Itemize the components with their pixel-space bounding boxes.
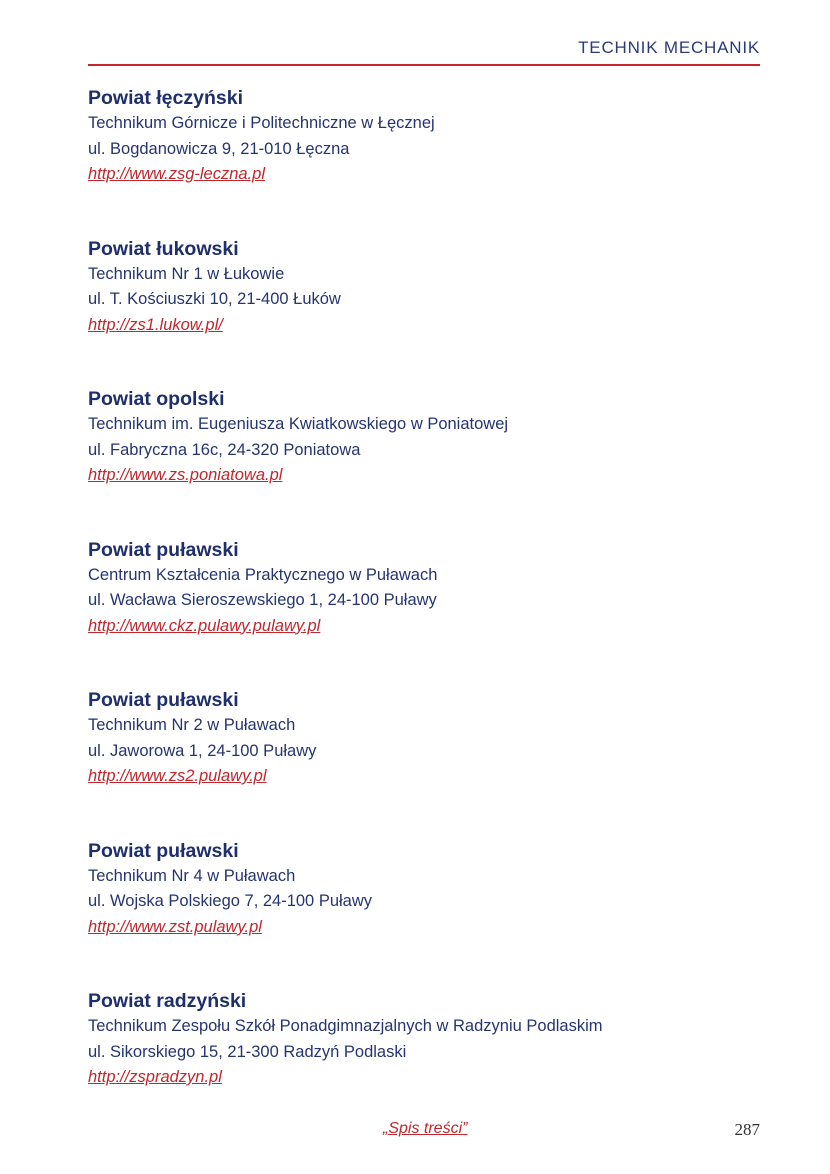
- list-item: [88, 387, 768, 538]
- school-address: ul. Jaworowa 1, 24-100 Puławy: [88, 741, 317, 760]
- list-item: [88, 538, 768, 689]
- list-item: [88, 989, 768, 1140]
- school-website-link[interactable]: http://www.ckz.pulawy.pulawy.pl: [88, 616, 321, 635]
- school-name: Centrum Kształcenia Praktycznego w Puławach: [88, 565, 438, 584]
- school-address: ul. Fabryczna 16c, 24-320 Poniatowa: [88, 440, 361, 459]
- school-website-link[interactable]: http://zspradzyn.pl: [88, 1068, 222, 1086]
- school-name: Technikum im. Eugeniusza Kwiatkowskiego w Poniatowej: [88, 415, 509, 433]
- district-heading: Powiat puławski: [88, 839, 239, 862]
- list-item: [88, 688, 768, 839]
- page-number: 287: [734, 1120, 760, 1139]
- school-list: [88, 86, 768, 1140]
- district-heading: Powiat łęczyński: [88, 87, 243, 109]
- school-website-link[interactable]: http://zs1.lukow.pl/: [88, 315, 223, 334]
- district-heading: Powiat puławski: [88, 689, 239, 711]
- running-header-title: TECHNIK MECHANIK: [578, 38, 760, 57]
- school-name: Technikum Nr 4 w Puławach: [88, 866, 296, 885]
- school-address: ul. Sikorskiego 15, 21-300 Radzyń Podlaski: [88, 1042, 407, 1061]
- school-website-link[interactable]: http://www.zs2.pulawy.pl: [88, 767, 267, 785]
- school-name: Technikum Nr 2 w Puławach: [88, 716, 296, 734]
- list-item: [88, 237, 768, 388]
- school-address: ul. Bogdanowicza 9, 21-010 Łęczna: [88, 139, 350, 158]
- school-website-link[interactable]: http://www.zs.poniatowa.pl: [88, 466, 283, 484]
- school-website-link[interactable]: http://www.zst.pulawy.pl: [88, 917, 262, 936]
- district-heading: Powiat radzyński: [88, 990, 247, 1012]
- school-address: ul. T. Kościuszki 10, 21-400 Łuków: [88, 290, 341, 308]
- table-of-contents-link[interactable]: „Spis treści”: [383, 1120, 468, 1137]
- district-heading: Powiat puławski: [88, 538, 239, 561]
- school-address: ul. Wacława Sieroszewskiego 1, 24-100 Puławy: [88, 591, 437, 609]
- school-website-link[interactable]: http://www.zsg-leczna.pl: [88, 165, 265, 183]
- school-name: Technikum Nr 1 w Łukowie: [88, 264, 285, 283]
- school-name: Technikum Górnicze i Politechniczne w Łęcznej: [88, 114, 435, 132]
- district-heading: Powiat łukowski: [88, 237, 239, 260]
- header-divider: [88, 64, 760, 66]
- district-heading: Powiat opolski: [88, 388, 225, 410]
- school-name: Technikum Zespołu Szkół Ponadgimnazjalnych w Radzyniu Podlaskim: [88, 1017, 603, 1035]
- list-item: [88, 86, 768, 237]
- school-address: ul. Wojska Polskiego 7, 24-100 Puławy: [88, 892, 373, 910]
- list-item: [88, 839, 768, 990]
